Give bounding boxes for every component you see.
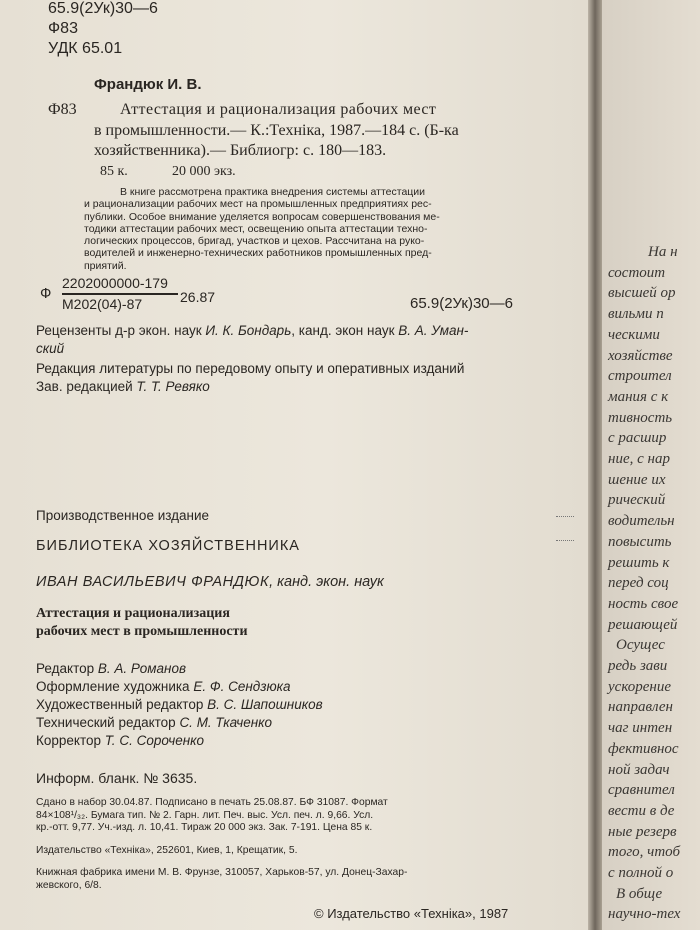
credits-list (36, 660, 323, 750)
facing-page-line: В обще (616, 885, 663, 902)
print-detail-line: 84×108¹/₃₂. Бумага тип. № 2. Гарн. лит. Печ. выс. Усл. печ. л. 9,66. Усл. (36, 809, 374, 821)
facing-page-line: мания с к (608, 388, 669, 405)
print-details (36, 797, 388, 835)
reviewer-name: В. А. Уман- (398, 323, 469, 338)
reviewer-degree: , канд. экон наук (291, 323, 399, 338)
facing-page-line: сравнител (608, 782, 675, 799)
credit-name: Е. Ф. Сендзюка (193, 679, 291, 694)
ink-mark (556, 516, 574, 523)
annotation-line: публики. Особое внимание уделяется вопросам совершенствования ме- (84, 210, 440, 223)
facing-page-line: шение их (608, 471, 666, 488)
udc-code: УДК 65.01 (48, 40, 123, 57)
annotation-line: В книге рассмотрена практика внедрения системы аттестации (120, 186, 426, 198)
formula-numerator: 2202000000-179 (62, 275, 168, 291)
series-name: БИБЛИОТЕКА ХОЗЯЙСТВЕННИКА (36, 538, 300, 554)
facing-page (602, 0, 700, 930)
annotation-line: логических процессов, бригад, участков и цехов. Рассчитана на руко- (84, 235, 425, 248)
author-name: Франдюк И. В. (94, 76, 202, 93)
editorial-dept: Редакция литературы по передовому опыту и оперативных изданий (36, 361, 465, 376)
facing-page-line: перед соц (608, 575, 669, 592)
editor-in-chief (36, 378, 210, 396)
facing-page-line: решающей (608, 616, 678, 633)
facing-page-line: ускорение (608, 678, 672, 695)
fraction-bar (62, 293, 178, 295)
facing-page-line: ной задач (608, 761, 670, 778)
credit-role: Технический редактор (36, 715, 180, 730)
catalog-series-line: хозяйственника).— Библиогр: с. 180—183. (94, 142, 387, 159)
facing-page-line: высшей ор (608, 285, 676, 302)
credit-proofreader (36, 732, 323, 750)
facing-page-line: вести в де (608, 802, 675, 819)
credit-tech-editor (36, 714, 323, 732)
formula-denominator: М202(04)-87 (62, 296, 143, 312)
facing-page-line: решить к (608, 554, 670, 571)
facing-page-line: тивность (608, 409, 673, 426)
facing-page-line: Осущес (616, 637, 665, 654)
facing-page-line: ческими (608, 326, 660, 343)
credit-name: В. С. Шапошников (207, 697, 323, 712)
facing-page-line: состоит (608, 264, 666, 281)
credit-editor (36, 660, 323, 678)
facing-page-line: На н (648, 244, 678, 260)
credit-role: Корректор (36, 733, 105, 748)
credit-name: С. М. Ткаченко (179, 715, 273, 730)
formula-class: 65.9(2Ук)30—6 (410, 295, 513, 312)
editor-in-chief-label: Зав. редакцией (36, 379, 137, 394)
author-degree: , канд. экон. наук (269, 574, 384, 590)
publisher-address: Издательство «Техніка», 252601, Киев, 1, Крещатик, 5. (36, 845, 298, 856)
author-full (36, 574, 384, 590)
credit-art-editor (36, 696, 323, 714)
facing-page-line: строител (608, 368, 672, 385)
catalog-publisher-line: в промышленности.— К.:Техніка, 1987.—184 с. (Б-ка (94, 122, 459, 139)
printing-factory (36, 866, 407, 892)
formula-prefix: Ф (40, 285, 52, 302)
editor-in-chief-name: Т. Т. Ревяко (136, 379, 210, 394)
copyright: © Издательство «Техніка», 1987 (314, 906, 509, 921)
reviewer-name: И. К. Бондарь (205, 323, 292, 338)
facing-page-line: того, чтоб (608, 844, 681, 861)
annotation-line: водителей и инженерно-технических работников промышленных пред- (84, 247, 432, 260)
credit-designer (36, 678, 323, 696)
catalog-copies: 20 000 экз. (172, 164, 236, 179)
author-sign: Ф83 (48, 20, 78, 37)
facing-page-line: ние, с нар (608, 451, 670, 467)
factory-line: Книжная фабрика имени М. В. Фрунзе, 310057, Харьков-57, ул. Донец-Захар- (36, 867, 408, 878)
reviewers-line (36, 322, 468, 340)
formula-price: 26.87 (180, 289, 216, 305)
factory-line: жевского, 6/8. (36, 880, 102, 891)
inform-blank: Информ. бланк. № 3635. (36, 770, 198, 786)
catalog-price: 85 к. (100, 164, 128, 179)
author-full-name: ИВАН ВАСИЛЬЕВИЧ ФРАНДЮК (36, 574, 270, 590)
reviewers-line-cont: ский (36, 341, 65, 356)
credit-role: Оформление художника (36, 679, 194, 694)
facing-page-line: с полной о (608, 865, 674, 881)
facing-page-line: повысить (608, 533, 672, 550)
facing-page-line: ность свое (608, 595, 679, 612)
facing-page-line: ные резерв (608, 823, 677, 840)
annotation-line: тодики аттестации рабочих мест, освещению опыта аттестации техно- (84, 222, 428, 235)
facing-page-line: хозяйстве (608, 347, 673, 364)
credit-name: В. А. Романов (97, 661, 186, 676)
annotation-line: приятий. (84, 259, 127, 272)
credit-name: Т. С. Сороченко (104, 733, 205, 748)
annotation-block (84, 186, 440, 272)
book-spine-gutter (588, 0, 602, 930)
catalog-title-line: Аттестация и рационализация рабочих мест (120, 101, 437, 118)
credit-role: Художественный редактор (36, 697, 208, 712)
ink-mark (556, 540, 574, 547)
facing-page-line: рический (608, 492, 666, 509)
facing-page-line: редь зави (608, 658, 668, 674)
facing-page-line: с расшир (608, 430, 667, 447)
facing-page-line: направлен (608, 699, 673, 716)
edition-type: Производственное издание (36, 508, 210, 523)
facing-page-line: водительн (608, 513, 675, 530)
facing-page-line: вильми п (608, 306, 664, 323)
title-line-1: Аттестация и рационализация (36, 606, 230, 621)
print-detail-line: Сдано в набор 30.04.87. Подписано в печать 25.08.87. БФ 31087. Формат (36, 797, 388, 808)
facing-page-line: фективнос (608, 740, 679, 757)
credit-role: Редактор (36, 661, 98, 676)
catalog-code: Ф83 (48, 101, 77, 118)
reviewers-label: Рецензенты д-р экон. наук (36, 323, 206, 338)
title-line-2: рабочих мест в промышленности (36, 624, 248, 639)
classification-code: 65.9(2Ук)30—6 (48, 0, 158, 17)
facing-page-line: чаг интен (608, 720, 673, 737)
facing-page-line: научно-тех (608, 906, 681, 923)
print-detail-line: кр.-отт. 9,77. Уч.-изд. л. 10,41. Тираж 20 000 экз. Зак. 7-191. Цена 85 к. (36, 822, 373, 833)
annotation-line: и рационализации рабочих мест на промышленных предприятиях рес- (84, 198, 432, 211)
